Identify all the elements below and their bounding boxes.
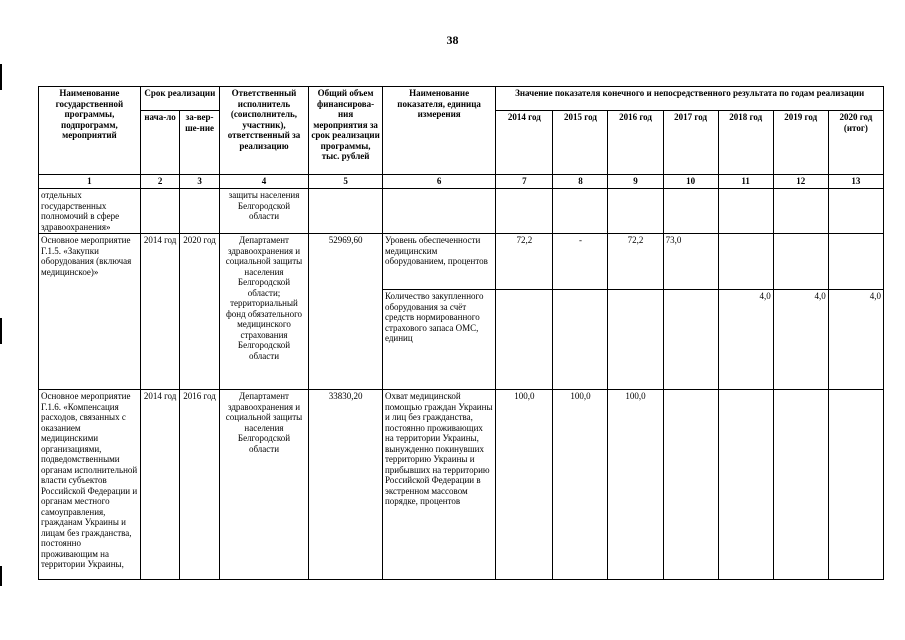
indicator-value: 100,0 bbox=[553, 390, 608, 580]
program-table bbox=[38, 86, 884, 580]
column-number: 3 bbox=[180, 175, 219, 189]
page-number: 38 bbox=[446, 33, 459, 47]
header-indicator: Наименование показателя, единица измерения bbox=[382, 87, 495, 175]
indicator-value: 73,0 bbox=[663, 234, 718, 290]
indicator-value bbox=[663, 290, 718, 390]
responsible-executor: защиты населения Белгородской области bbox=[219, 189, 308, 234]
header-values: Значение показателя конечного и непосредственного результата по годам реализации bbox=[496, 87, 884, 111]
indicator-value bbox=[828, 234, 883, 290]
column-number: 11 bbox=[718, 175, 773, 189]
financing-total: 33830,20 bbox=[309, 390, 383, 580]
indicator-value bbox=[553, 290, 608, 390]
empty-cell bbox=[608, 189, 663, 234]
header-year: 2014 год bbox=[496, 111, 553, 175]
empty-cell bbox=[773, 189, 828, 234]
header-year: 2017 год bbox=[663, 111, 718, 175]
header-year: 2020 год (итог) bbox=[828, 111, 883, 175]
start-year: 2014 год bbox=[140, 390, 179, 580]
empty-cell bbox=[663, 189, 718, 234]
measure-name: Основное мероприятие Г.1.5. «Закупки оборудования (включая медицинское)» bbox=[39, 234, 141, 390]
indicator-name: Количество закупленного оборудования за счёт средств нормированного страхового запаса ОМС, единиц bbox=[382, 290, 495, 390]
end-year: 2020 год bbox=[180, 234, 219, 390]
empty-cell bbox=[718, 189, 773, 234]
empty-cell bbox=[140, 189, 179, 234]
header-year: 2019 год bbox=[773, 111, 828, 175]
column-number: 9 bbox=[608, 175, 663, 189]
column-number: 6 bbox=[382, 175, 495, 189]
indicator-value: 72,2 bbox=[608, 234, 663, 290]
header-start: нача-ло bbox=[140, 111, 179, 175]
continuation-row bbox=[39, 189, 884, 234]
header-financing: Общий объем финансирова-ния мероприятия за срок реализации программы, тыс. рублей bbox=[309, 87, 383, 175]
indicator-value bbox=[608, 290, 663, 390]
header-end: за-вер-ше-ние bbox=[180, 111, 219, 175]
column-number: 13 bbox=[828, 175, 883, 189]
header-year: 2018 год bbox=[718, 111, 773, 175]
column-number: 1 bbox=[39, 175, 141, 189]
column-number: 4 bbox=[219, 175, 308, 189]
empty-cell bbox=[309, 189, 383, 234]
indicator-value bbox=[828, 390, 883, 580]
empty-cell bbox=[496, 189, 553, 234]
header-responsible: Ответственный исполнитель (соисполнитель, участник), ответственный за реализацию bbox=[219, 87, 308, 175]
indicator-value: 100,0 bbox=[496, 390, 553, 580]
measure-row-g16 bbox=[39, 390, 884, 580]
indicator-value: 4,0 bbox=[773, 290, 828, 390]
indicator-name: Уровень обеспеченности медицинским оборудованием, процентов bbox=[382, 234, 495, 290]
indicator-value bbox=[718, 390, 773, 580]
measure-row-g15 bbox=[39, 234, 884, 290]
measure-name: Основное мероприятие Г.1.6. «Компенсация расходов, связанных с оказанием медицинскими организациями, подведомственными органам исполнительной власти субъектов Российской Федерации и органам местного самоуправления, гражданам Украины и лицам без гражданства, постоянно проживающим на территории Украины, bbox=[39, 390, 141, 580]
page-edge-mark-bottom bbox=[0, 566, 2, 586]
header-year: 2016 год bbox=[608, 111, 663, 175]
column-number: 8 bbox=[553, 175, 608, 189]
indicator-value bbox=[773, 234, 828, 290]
page-edge-mark-top bbox=[0, 64, 2, 90]
responsible-executor: Департамент здравоохранения и социальной защиты населения Белгородской области; территориальный фонд обязательного медицинского страхования Белгородской области bbox=[219, 234, 308, 390]
indicator-name: Охват медицинской помощью граждан Украины и лиц без гражданства, постоянно проживающих на территории Украины, вынужденно покинувших территорию Украины и прибывших на территорию Российской Федерации в экстренном массовом порядке, процентов bbox=[382, 390, 495, 580]
header-name: Наименование государственной программы, подпрограмм, мероприятий bbox=[39, 87, 141, 175]
column-number: 2 bbox=[140, 175, 179, 189]
header-period: Срок реализации bbox=[140, 87, 219, 111]
indicator-value: 100,0 bbox=[608, 390, 663, 580]
header-year: 2015 год bbox=[553, 111, 608, 175]
indicator-value: 4,0 bbox=[718, 290, 773, 390]
indicator-value bbox=[663, 390, 718, 580]
empty-cell bbox=[553, 189, 608, 234]
indicator-value bbox=[773, 390, 828, 580]
indicator-value: 4,0 bbox=[828, 290, 883, 390]
end-year: 2016 год bbox=[180, 390, 219, 580]
indicator-value bbox=[718, 234, 773, 290]
column-number: 5 bbox=[309, 175, 383, 189]
empty-cell bbox=[382, 189, 495, 234]
column-number: 12 bbox=[773, 175, 828, 189]
measure-name: отдельных государственных полномочий в сфере здравоохранения» bbox=[39, 189, 141, 234]
column-number-row bbox=[39, 175, 884, 189]
column-number: 7 bbox=[496, 175, 553, 189]
responsible-executor: Департамент здравоохранения и социальной защиты населения Белгородской области bbox=[219, 390, 308, 580]
start-year: 2014 год bbox=[140, 234, 179, 390]
indicator-value bbox=[496, 290, 553, 390]
column-number: 10 bbox=[663, 175, 718, 189]
empty-cell bbox=[828, 189, 883, 234]
empty-cell bbox=[180, 189, 219, 234]
financing-total: 52969,60 bbox=[309, 234, 383, 390]
indicator-value: - bbox=[553, 234, 608, 290]
page-edge-mark-middle bbox=[0, 318, 2, 344]
indicator-value: 72,2 bbox=[496, 234, 553, 290]
header-row-1 bbox=[39, 87, 884, 111]
